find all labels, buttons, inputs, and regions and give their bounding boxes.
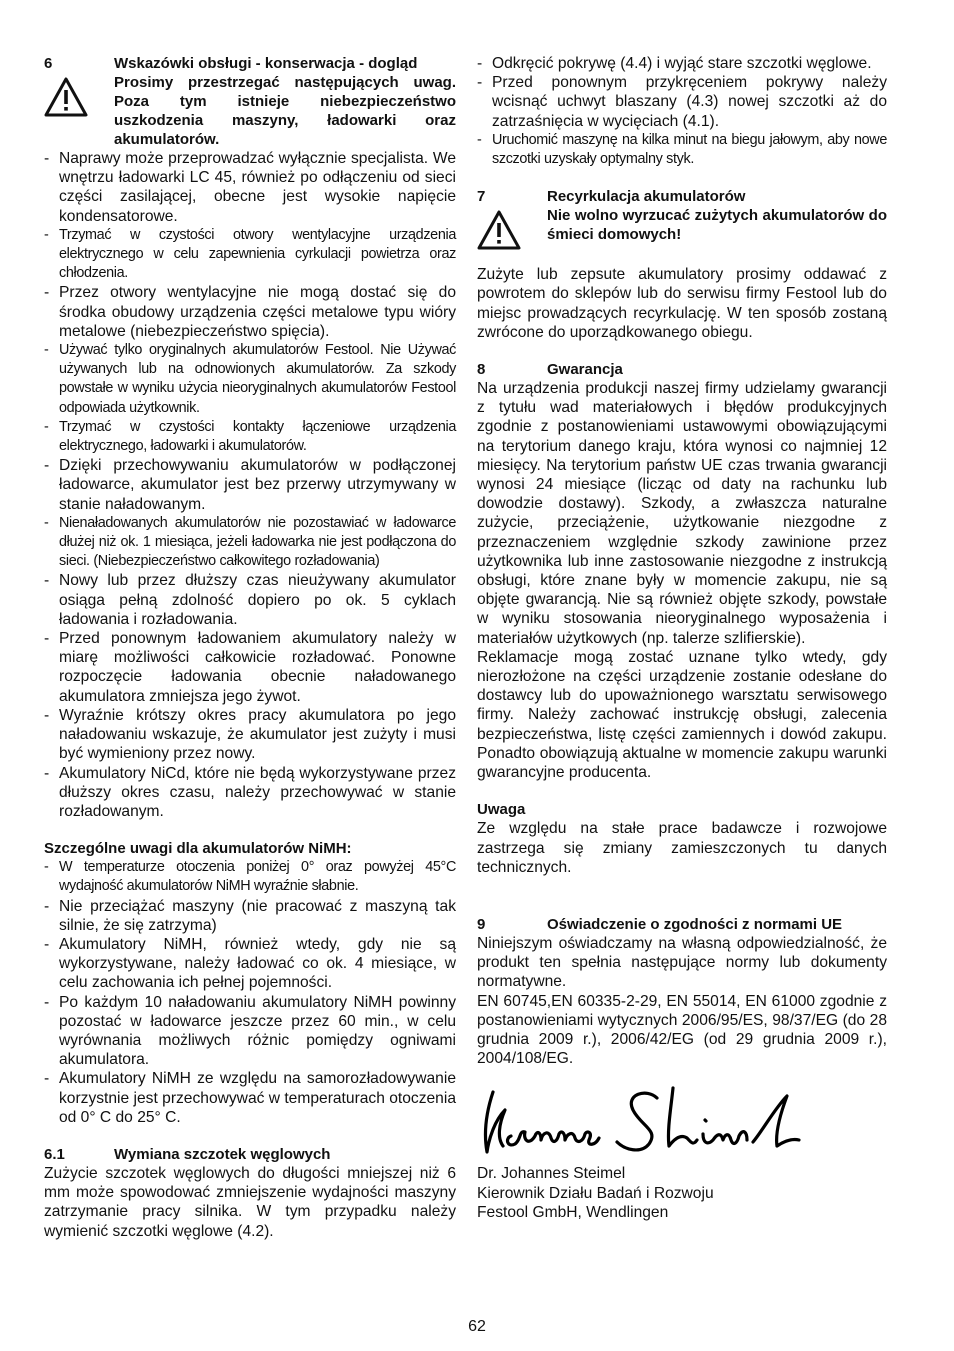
signatory-company: Festool GmbH, Wendlingen (477, 1203, 669, 1221)
right-column (477, 54, 887, 1222)
conformity-standards: EN 60745,EN 60335-2-29, EN 55014, EN 61000 zgodnie z postanowieniami wytycznych 2006/95/ES, 98/37/EG (do 28 grudnia 2009 r.), 2006/42/EG (od 29 grudnia 2009 r.), 2004/108/EG. (477, 992, 887, 1068)
list-item: - Trzymać w czystości otwory wentylacyjne urządzenia elektrycznego w celu zapewnienia cyrkulacji powietrza oraz chłodzenia. (44, 226, 456, 284)
warranty-text: Na urządzenia produkcji naszej firmy udzielamy gwarancji z tytułu wad materiałowych i błędów produkcyjnych zgodnie z postanowieniami ustawowymi obowiązującymi na terytorium danego kraju, która wynosi co najmniej 12 miesięcy. Na terytorium państw UE czas trwania gwarancji wynosi 24 miesiące (licząc od daty na rachunku lub dowodzie dostawy). Szkody, a zwłaszcza naturalne zużycie, przeciążenie, użytkowanie niezgodne z przeznaczeniem względnie szkody zawinione przez użytkownika lub inne zastosowanie niezgodne z instrukcją obsługi, które znane były w momencie zakupu, nie są objęte gwarancją. Nie są również objęte szkody, powstałe w wyniku stosowania nieoryginalnego wyposażenia i materiałów użytkowych (np. talerze szlifierskie). (477, 380, 887, 647)
list-item: - Akumulatory NiMH, również wtedy, gdy nie są wykorzystywane, należy ładować co ok. 4 miesiące, w celu zachowania ich pełnej pojemności. (44, 935, 456, 993)
section-6-1-text: Zużycie szczotek węglowych do długości mniejszej niż 6 mm może spowodować zmniejszenie wydajności maszyny zatrzymanie pracy silnika. W tym przypadku należy wymienić szczotki węglowe (4.2). (44, 1164, 456, 1240)
warning-block-7 (477, 206, 887, 255)
list-item: - W temperaturze otoczenia poniżej 0° oraz powyżej 45°C wydajność akumulatorów NiMH wyraźnie słabnie. (44, 858, 456, 896)
list-item: - Używać tylko oryginalnych akumulatorów Festool. Nie Używać używanych lub na odnowionych akumulatorów. Za szkody powstałe w wyniku użycia nieoryginalnych akumulatorów Festool odpowiada użytkownik. (44, 341, 456, 418)
list-item: - Odkręcić pokrywę (4.4) i wyjąć stare szczotki węglowe. (477, 54, 887, 73)
signatory-name: Dr. Johannes Steimel (477, 1165, 626, 1183)
list-item: - Dzięki przechowywaniu akumulatorów w podłączonej ładowarce, akumulator jest bez przerwy utrzymywany w stanie naładowanym. (44, 456, 456, 514)
warning-text-7: Nie wolno wyrzucać zużytych akumulatorów do śmieci domowych! (547, 207, 887, 244)
section-6-1-heading: 6.1 Wymiana szczotek węglowych (44, 1145, 331, 1163)
warning-triangle-icon (477, 206, 547, 255)
list-item: - Przez otwory wentylacyjne nie mogą dostać się do środka obudowy urządzenia części metalowe typu wióry metalowe (niebezpieczeństwo spięcia). (44, 283, 456, 341)
list-item: - Przed ponownym ładowaniem akumulatory należy w miarę możliwości całkowicie rozładować. Ponowne rozpoczęcie ładowania obecnie naładowanego akumulatora zmniejsza jego żywot. (44, 629, 456, 706)
list-item: - Nie przeciążać maszyny (nie pracować z maszyną tak silnie, że się zatrzyma) (44, 897, 456, 935)
list-item: - Wyraźnie krótszy okres pracy akumulatora po jego naładowaniu wskazuje, że akumulator jest zużyty i musi być wymieniony przez nowy. (44, 706, 456, 764)
list-item: - Po każdym 10 naładowaniu akumulatory NiMH powinny pozostać w ładowarce jeszcze przez 60 min., w celu wyrównania możliwych różnic pomiędzy ogniwami akumulatora. (44, 993, 456, 1070)
section-7-heading: 7 Recyrkulacja akumulatorów (477, 188, 746, 206)
maintenance-list (44, 149, 456, 821)
warning-triangle-icon (44, 73, 114, 122)
section-6-heading: 6 Wskazówki obsługi - konserwacja - dogląd (44, 55, 418, 72)
signatory-role: Kierownik Działu Badań i Rozwoju (477, 1184, 714, 1202)
list-item: - Trzymać w czystości kontakty łączeniowe urządzenia elektrycznego, ładowarki i akumulatorów. (44, 418, 456, 456)
handwritten-signature (477, 1080, 887, 1160)
nimh-list (44, 858, 456, 1127)
section-7-text: Zużyte lub zepsute akumulatory prosimy oddawać z powrotem do sklepów lub do serwisu firmy Festool lub do miejsc prowadzących recyrkulację. W ten sposób zostaną zwrócone do uporządkowanego obiegu. (477, 266, 887, 341)
list-item: - Akumulatory NiMH ze względu na samorozładowywanie korzystnie jest przechowywać w temperaturach otoczenia od 0° C do 25° C. (44, 1069, 456, 1127)
note-text: Ze względu na stałe prace badawcze i rozwojowe zastrzega się zmiany zamieszczonych tu danych technicznych. (477, 820, 887, 876)
conformity-text: Niniejszym oświadczamy na własną odpowiedzialność, że produkt ten spełnia następujące normy lub dokumenty normatywne. (477, 934, 887, 991)
list-item: - Uruchomić maszynę na kilka minut na biegu jałowym, aby nowe szczotki uzyskały optymalny styk. (477, 131, 887, 169)
note-heading: Uwaga (477, 801, 526, 819)
list-item: - Nienaładowanych akumulatorów nie pozostawiać w ładowarce dłużej niż ok. 1 miesiąca, jeżeli ładowarka nie jest podłączona do sieci. (Niebezpieczeństwo całkowitego rozładowania) (44, 514, 456, 572)
nimh-heading: Szczególne uwagi dla akumulatorów NiMH: (44, 840, 352, 858)
left-column (44, 54, 456, 1241)
brush-replacement-list (477, 54, 887, 169)
section-9-heading: 9 Oświadczenie o zgodności z normami UE (477, 915, 843, 933)
list-item: - Nowy lub przez dłuższy czas nieużywany akumulator osiąga pełną zdolność dopiero po ok. 5 cyklach ładowania i rozładowania. (44, 571, 456, 629)
list-item: - Akumulatory NiCd, które nie będą wykorzystywane przez dłuższy okres czasu, należy przechowywać w stanie rozładowanym. (44, 764, 456, 822)
warranty-claims-text: Reklamacje mogą zostać uznane tylko wtedy, gdy nierozłożone na części urządzenie zostanie odesłane do dostawcy lub do upoważnionego warsztatu serwisowego firmy. Należy zachować instrukcję obsługi, zalecenia bezpieczeństwa, listę części zamiennych i dowód zakupu. Ponadto obowiązują aktualne w momencie zakupu warunki gwarancyjne producenta. (477, 648, 887, 782)
warning-text-6: Prosimy przestrzegać następujących uwag. Poza tym istnieje niebezpieczeństwo uszkodzenia maszyny, ładowarki oraz akumulatorów. (114, 74, 456, 148)
page-number: 62 (468, 1318, 486, 1335)
warning-block-6 (44, 73, 456, 149)
section-8-heading: 8 Gwarancja (477, 361, 623, 379)
list-item: - Naprawy może przeprowadzać wyłącznie specjalista. We wnętrzu ładowarki LC 45, również po odłączeniu od sieci części zasilającej, obecne jest wysokie napięcie kondensatorowe. (44, 149, 456, 226)
list-item: - Przed ponownym przykręceniem pokrywy należy wcisnąć uchwyt blaszany (4.3) nowej szczotki aż do zatrzaśnięcia w wycięciach (4.1). (477, 73, 887, 131)
